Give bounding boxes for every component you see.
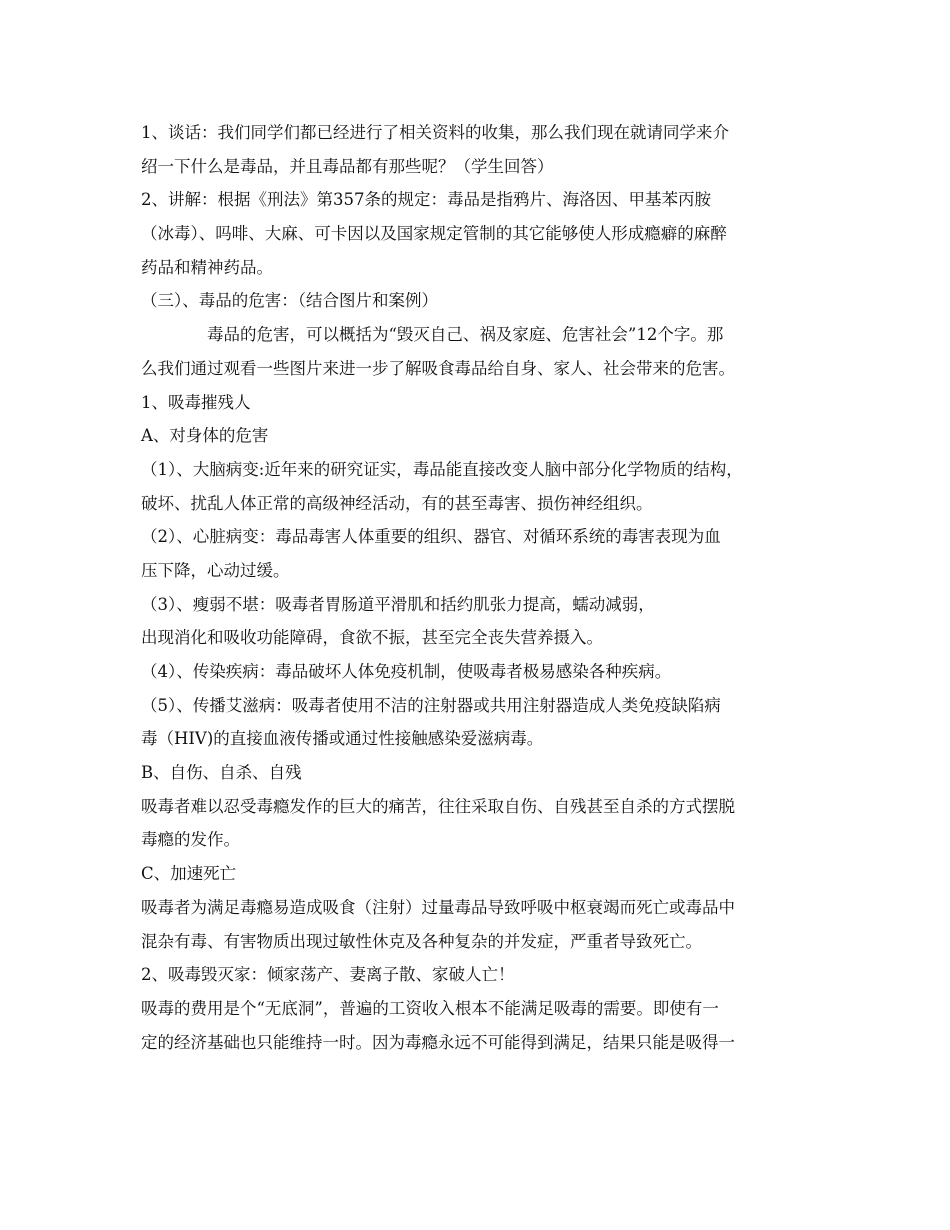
text-line: （1）、大脑病变:近年来的研究证实，毒品能直接改变人脑中部分化学物质的结构， [141,459,743,479]
subheading: B、自伤、自杀、自残 [141,763,302,783]
subheading: 2、吸毒毁灭家：倾家荡产、妻离子散、家破人亡！ [141,965,515,985]
text-line: 绍一下什么是毒品，并且毒品都有那些呢？（学生回答） [141,156,554,176]
text-line: 2、讲解：根据《刑法》第357条的规定：毒品是指鸦片、海洛因、甲基苯丙胺 [141,190,711,210]
text-line: 1、谈话：我们同学们都已经进行了相关资料的收集，那么我们现在就请同学来介 [141,123,729,142]
text-line: 毒瘾的发作。 [141,830,240,850]
text-line: 压下降，心动过缓。 [141,560,290,580]
text-line: （2）、心脏病变：毒品毒害人体重要的组织、器官、对循环系统的毒害表现为血 [141,527,721,547]
text-line: 混杂有毒、有害物质出现过敏性休克及各种复杂的并发症，严重者导致死亡。 [141,931,702,951]
text-line: （3）、瘦弱不堪：吸毒者胃肠道平滑肌和括约肌张力提高，蠕动减弱， [141,594,655,614]
section-heading: （三）、毒品的危害：（结合图片和案例） [141,291,438,311]
text-line: 破坏、扰乱人体正常的高级神经活动，有的甚至毒害、损伤神经组织。 [141,493,653,513]
text-line: 吸毒的费用是个“无底洞”，普遍的工资收入根本不能满足吸毒的需要。即使有一 [141,998,719,1018]
subheading: 1、吸毒摧残人 [141,392,251,412]
document-body [141,116,831,1059]
text-line: 毒（HIV)的直接血液传播或通过性接触感染爱滋病毒。 [141,729,544,749]
text-line: 出现消化和吸收功能障碍，食欲不振，甚至完全丧失营养摄入。 [141,628,603,648]
text-line: （冰毒）、吗啡、大麻、可卡因以及国家规定管制的其它能够使人形成瘾癖的麻醉 [141,224,727,244]
subheading: C、加速死亡 [141,864,237,884]
subheading: A、对身体的危害 [141,426,269,446]
text-line: 吸毒者难以忍受毒瘾发作的巨大的痛苦，往往采取自伤、自残甚至自杀的方式摆脱 [141,796,735,816]
text-line: （5）、传播艾滋病：吸毒者使用不洁的注射器或共用注射器造成人类免疫缺陷病 [141,695,721,715]
text-line: 么我们通过观看一些图片来进一步了解吸食毒品给自身、家人、社会带来的危害。 [141,358,735,378]
text-line: （4）、传染疾病：毒品破坏人体免疫机制，使吸毒者极易感染各种疾病。 [141,662,672,681]
text-line: 吸毒者为满足毒瘾易造成吸食（注射）过量毒品导致呼吸中枢衰竭而死亡或毒品中 [141,897,735,917]
text-line: 药品和精神药品。 [141,257,273,277]
text-line: 毒品的危害，可以概括为“毁灭自己、祸及家庭、危害社会”12个字。那 [207,325,724,345]
text-line: 定的经济基础也只能维持一时。因为毒瘾永远不可能得到满足，结果只能是吸得一 [141,1032,735,1052]
